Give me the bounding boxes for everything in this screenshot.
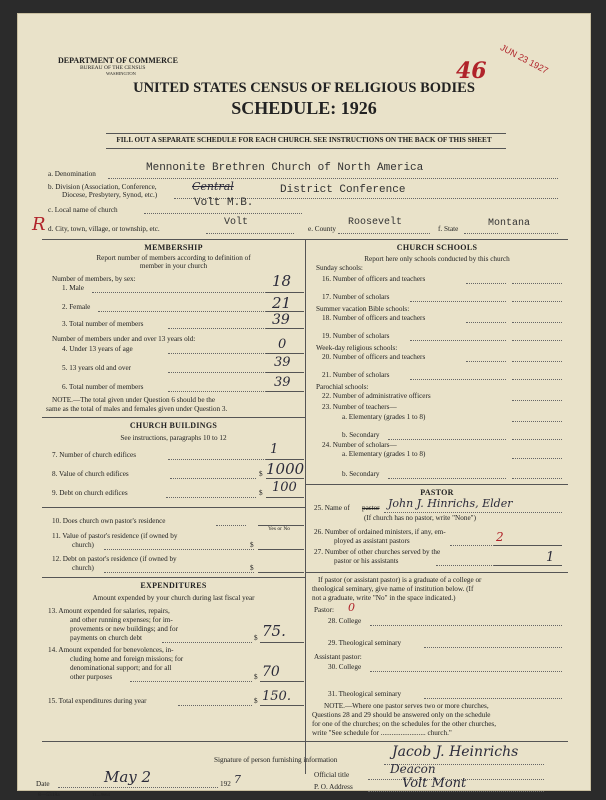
local-name-value: Volt M.B. (194, 197, 254, 209)
q25-note: (If church has no pastor, write "None") (364, 514, 476, 522)
membership-sub-2: member in your church (139, 262, 208, 270)
q2-label: 2. Female (62, 303, 91, 311)
q6-value: 39 (274, 375, 291, 390)
q23-label: 23. Number of teachers— (322, 403, 397, 411)
q14-label-3: denominational support; and for all (70, 664, 172, 672)
denomination-label: a. Denomination (48, 170, 96, 178)
denomination-value: Mennonite Brethren Church of North America (146, 162, 424, 174)
q12-label: 12. Debt on pastor's residence (if owned by (52, 555, 177, 563)
pastor-label: Pastor: (314, 606, 334, 614)
q14-value: 70 (262, 664, 280, 680)
membership-note-2: same as the total of males and females given under Question 3. (46, 405, 228, 413)
expenditures-sub: Amount expended by your church during last fiscal year (92, 594, 255, 602)
q7-value: 1 (270, 442, 279, 457)
q11-label-2: church) (72, 541, 94, 549)
q6-label: 6. Total number of members (62, 383, 144, 391)
q4-label: 4. Under 13 years of age (62, 345, 133, 353)
received-date-stamp: JUN 23 1927 (498, 42, 550, 76)
parochial-schools-label: Parochial schools: (316, 383, 369, 391)
q24b-label: b. Secondary (342, 470, 380, 478)
form-number: 8—5318a (38, 792, 60, 798)
q2-value: 21 (272, 294, 292, 312)
q13-label-3: provements or new buildings; and for (70, 625, 178, 633)
q23b-label: b. Secondary (342, 431, 380, 439)
q12-label-2: church) (72, 564, 94, 572)
pastor-value: 0 (348, 601, 355, 614)
date-year-digit: 7 (234, 773, 241, 786)
local-name-label: c. Local name of church (48, 206, 118, 214)
division-struck-value: Central (192, 180, 234, 193)
po-address-label: P. O. Address (314, 783, 353, 791)
state-value: Montana (488, 218, 531, 229)
q26-label: 26. Number of ordained ministers, if any, em- (314, 528, 446, 536)
q5-label: 5. 13 years old and over (62, 364, 132, 372)
q7-label: 7. Number of church edifices (52, 451, 137, 459)
pastor-note-1: NOTE.—Where one pastor serves two or more churches, (324, 702, 489, 710)
members-by-age-label: Number of members under and over 13 years old: (52, 335, 196, 343)
expenditures-heading: EXPENDITURES (140, 581, 207, 590)
q14-label-4: other purposes (70, 673, 113, 681)
division-label: b. Division (Association, Conference, (48, 183, 157, 191)
city-town-value: Volt (224, 217, 249, 228)
q3-value: 39 (272, 312, 290, 328)
po-address-value: Volt Mont (402, 776, 467, 791)
q15-label: 15. Total expenditures during year (48, 697, 147, 705)
q17-label: 17. Number of scholars (322, 293, 390, 301)
members-by-sex-label: Number of members, by sex: (52, 275, 136, 283)
form-title: UNITED STATES CENSUS OF RELIGIOUS BODIES (133, 80, 475, 96)
graduate-instructions-1: If pastor (or assistant pastor) is a graduate of a college or (318, 576, 482, 584)
q22-label: 22. Number of administrative officers (322, 392, 431, 400)
q9-dollar: $ (259, 489, 263, 497)
buildings-sub: See instructions, paragraphs 10 to 12 (120, 434, 227, 442)
state-label: f. State (438, 225, 459, 233)
q29-label: 29. Theological seminary (328, 639, 402, 647)
q3-label: 3. Total number of members (62, 320, 144, 328)
q9-label: 9. Debt on church edifices (52, 489, 128, 497)
q27-value: 1 (546, 550, 555, 565)
q8-value: 1000 (266, 460, 305, 478)
schools-sub: Report here only schools conducted by this church (364, 255, 510, 263)
county-label: e. County (308, 225, 336, 233)
q8-dollar: $ (259, 470, 263, 478)
city-label: WASHINGTON (106, 71, 136, 76)
date-value: May 2 (104, 768, 152, 786)
official-title-value: Deacon (390, 762, 436, 776)
membership-sub-1: Report number of members according to definition of (96, 254, 251, 262)
q24a-label: a. Elementary (grades 1 to 8) (342, 450, 426, 458)
q30-label: 30. College (328, 663, 362, 671)
q11-label: 11. Value of pastor's residence (if owned by (52, 532, 178, 540)
city-town-label: d. City, town, village, or township, etc. (48, 225, 160, 233)
schools-heading: CHURCH SCHOOLS (396, 243, 478, 252)
q23a-label: a. Elementary (grades 1 to 8) (342, 413, 426, 421)
division-label-2: Diocese, Presbytery, Synod, etc.) (62, 191, 158, 199)
pastor-note-2: Questions 28 and 29 should be answered only on the schedule (312, 711, 491, 719)
summer-schools-label: Summer vacation Bible schools: (316, 305, 410, 313)
q14-dollar: $ (254, 673, 258, 681)
q26-label-2: ployed as assistant pastors (334, 537, 410, 545)
q26-value: 2 (496, 530, 504, 544)
q21-label: 21. Number of scholars (322, 371, 390, 379)
q13-label-2: and other running expenses; for im- (70, 616, 173, 624)
schedule-title: SCHEDULE: 1926 (231, 98, 377, 118)
q10-hint: Yes or No (268, 526, 291, 532)
q1-value: 18 (272, 272, 292, 290)
membership-heading: MEMBERSHIP (144, 243, 203, 252)
q19-label: 19. Number of scholars (322, 332, 390, 340)
q25-label: 25. Name of (314, 504, 350, 512)
q4-value: 0 (278, 337, 287, 352)
q27-label: 27. Number of other churches served by the (314, 548, 441, 556)
q13-label: 13. Amount expended for salaries, repairs, (48, 607, 170, 615)
division-value: District Conference (280, 184, 406, 196)
q8-label: 8. Value of church edifices (52, 470, 129, 478)
date-label: Date (36, 780, 50, 788)
file-number: 46 (456, 58, 487, 84)
membership-note-1: NOTE.—The total given under Question 6 should be the (52, 396, 216, 404)
q24-label: 24. Number of scholars— (322, 441, 397, 449)
q25-value: John J. Hinrichs, Elder (388, 497, 513, 510)
date-year-prefix: 192 (220, 780, 231, 788)
q14-label-2: cluding home and foreign missions; for (70, 655, 184, 663)
pastor-note-3: for one of the churches; on the schedules for the other churches, (312, 720, 497, 728)
graduate-instructions-3: not a graduate, write "No" in the space indicated.) (312, 594, 456, 602)
buildings-heading: CHURCH BUILDINGS (129, 421, 218, 430)
signature-value: Jacob J. Heinrichs (392, 744, 519, 760)
q31-label: 31. Theological seminary (328, 690, 402, 698)
q5-value: 39 (274, 355, 291, 370)
q11-dollar: $ (250, 541, 254, 549)
pastor-note-4: write "See schedule for ......................... church." (312, 729, 452, 737)
q20-label: 20. Number of officers and teachers (322, 353, 426, 361)
form-number-2: 11—9664 (92, 792, 110, 797)
q16-label: 16. Number of officers and teachers (322, 275, 426, 283)
q13-label-4: payments on church debt (70, 634, 143, 642)
q1-label: 1. Male (62, 284, 84, 292)
census-schedule-sheet (18, 14, 590, 798)
dept-label: DEPARTMENT OF COMMERCE (58, 56, 179, 65)
r-mark: R (32, 214, 46, 235)
q15-dollar: $ (254, 697, 258, 705)
q13-value: 75. (262, 622, 286, 640)
q28-label: 28. College (328, 617, 362, 625)
graduate-instructions-2: theological seminary, give name of institution below. (If (312, 585, 474, 593)
q27-label-2: pastor or his assistants (334, 557, 399, 565)
q25-struck-word: pastor (362, 504, 380, 512)
q14-label: 14. Amount expended for benevolences, in- (48, 646, 174, 654)
bureau-label: BUREAU OF THE CENSUS (80, 65, 146, 71)
weekday-schools-label: Week-day religious schools: (316, 344, 398, 352)
official-title-label: Official title (314, 771, 350, 779)
q15-value: 150. (262, 689, 291, 704)
sunday-schools-label: Sunday schools: (316, 264, 363, 272)
q9-value: 100 (272, 480, 297, 495)
q13-dollar: $ (254, 634, 258, 642)
county-value: Roosevelt (348, 217, 403, 228)
instructions-line: FILL OUT A SEPARATE SCHEDULE FOR EACH CHURCH. SEE INSTRUCTIONS ON THE BACK OF THIS SHEET (116, 136, 492, 144)
q10-label: 10. Does church own pastor's residence (52, 517, 166, 525)
q18-label: 18. Number of officers and teachers (322, 314, 426, 322)
pastor-heading: PASTOR (420, 488, 454, 497)
signature-label: Signature of person furnishing information (214, 756, 338, 764)
q12-dollar: $ (250, 564, 254, 572)
assistant-pastor-label: Assistant pastor: (314, 653, 362, 661)
